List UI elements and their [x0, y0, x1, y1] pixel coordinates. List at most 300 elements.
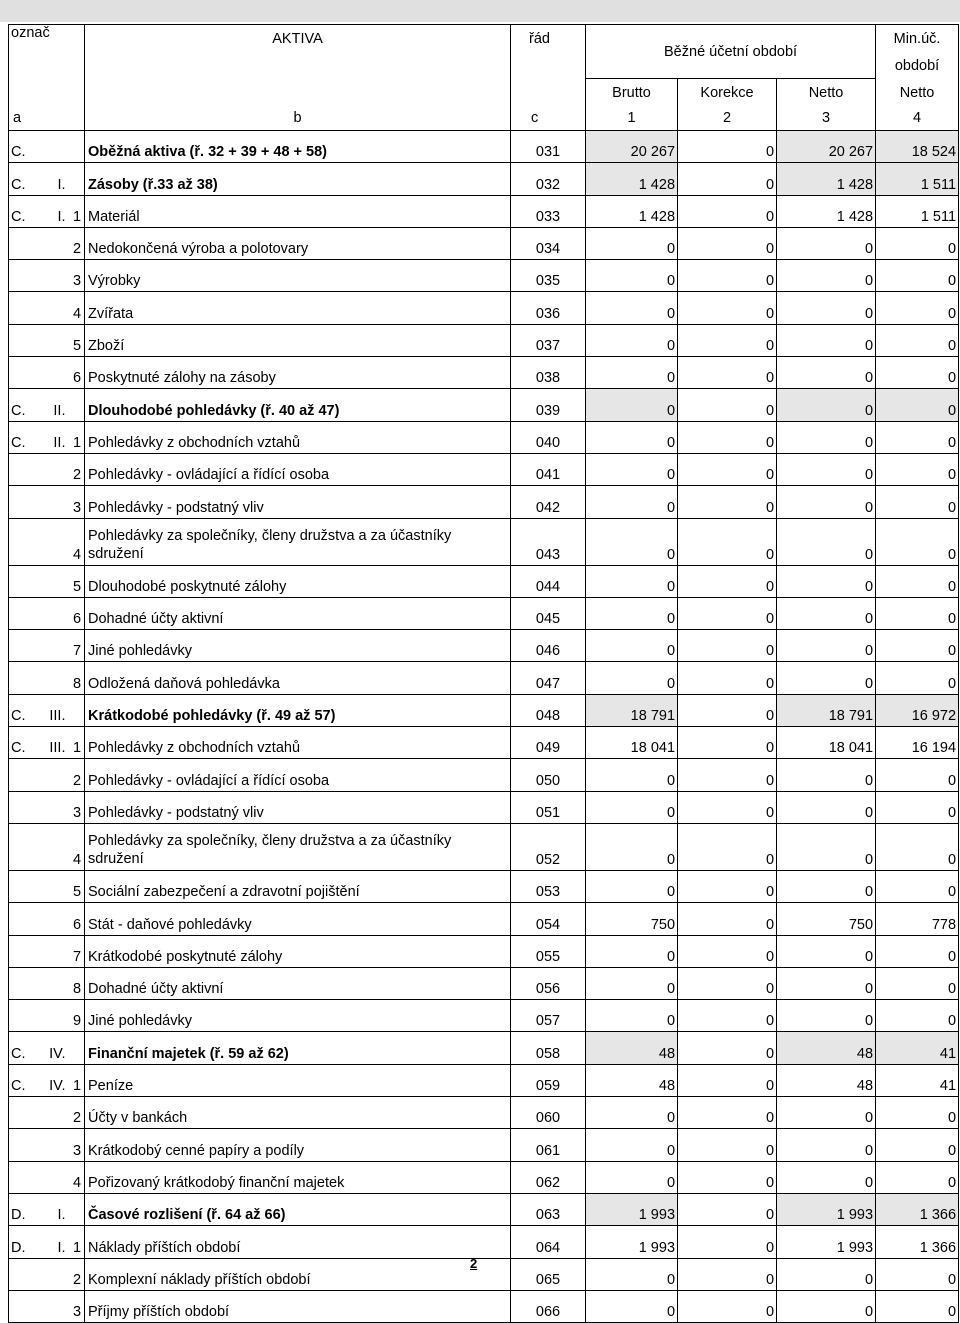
table-row [9, 518, 959, 565]
mark-item: 9 [69, 1000, 85, 1032]
mark-group [39, 597, 69, 629]
mark-section [9, 1129, 39, 1161]
netto-prior-value: 0 [876, 1161, 959, 1193]
mark-section: C. [9, 694, 39, 726]
netto-prior-value: 0 [876, 935, 959, 967]
row-number: 033 [511, 195, 586, 227]
row-number: 032 [511, 163, 586, 195]
brutto-value: 750 [586, 903, 678, 935]
item-name: Oběžná aktiva (ř. 32 + 39 + 48 + 58) [85, 131, 511, 163]
korekce-value: 0 [678, 597, 777, 629]
brutto-value: 0 [586, 486, 678, 518]
brutto-value: 20 267 [586, 131, 678, 163]
brutto-value: 0 [586, 870, 678, 902]
table-row [9, 1161, 959, 1193]
korekce-value: 0 [678, 1290, 777, 1322]
netto-prior-value: 0 [876, 1129, 959, 1161]
mark-section [9, 823, 39, 870]
mark-group [39, 486, 69, 518]
mark-section [9, 453, 39, 485]
item-name: Peníze [85, 1064, 511, 1096]
mark-item: 7 [69, 630, 85, 662]
mark-group [39, 292, 69, 324]
netto-value: 0 [777, 1258, 876, 1290]
mark-section [9, 1290, 39, 1322]
mark-section [9, 630, 39, 662]
mark-section [9, 935, 39, 967]
table-row [9, 759, 959, 791]
item-name: Jiné pohledávky [85, 630, 511, 662]
row-number: 060 [511, 1097, 586, 1129]
korekce-value: 0 [678, 518, 777, 565]
table-row [9, 662, 959, 694]
row-number: 045 [511, 597, 586, 629]
mark-group [39, 357, 69, 389]
mark-group [39, 759, 69, 791]
korekce-value: 0 [678, 935, 777, 967]
netto-prior-value: 0 [876, 565, 959, 597]
table-row [9, 1193, 959, 1225]
netto-value: 0 [777, 357, 876, 389]
table-row [9, 935, 959, 967]
brutto-value: 1 428 [586, 195, 678, 227]
item-name: Dohadné účty aktivní [85, 597, 511, 629]
mark-section [9, 324, 39, 356]
mark-group [39, 131, 69, 163]
brutto-value: 0 [586, 518, 678, 565]
row-number: 058 [511, 1032, 586, 1064]
item-name: Jiné pohledávky [85, 1000, 511, 1032]
assets-sheet [8, 24, 958, 1323]
table-row [9, 292, 959, 324]
header-row-title: řád [511, 25, 586, 53]
mark-group: IV. [39, 1064, 69, 1096]
header-mark-title: označ [9, 25, 85, 53]
row-number: 056 [511, 967, 586, 999]
netto-prior-value: 0 [876, 292, 959, 324]
korekce-value: 0 [678, 630, 777, 662]
mark-group [39, 662, 69, 694]
table-row [9, 1226, 959, 1258]
korekce-value: 0 [678, 389, 777, 421]
row-number: 035 [511, 260, 586, 292]
brutto-value: 48 [586, 1032, 678, 1064]
mark-item: 4 [69, 1161, 85, 1193]
netto-value: 18 041 [777, 727, 876, 759]
mark-group [39, 1097, 69, 1129]
table-row [9, 903, 959, 935]
row-number: 037 [511, 324, 586, 356]
brutto-value: 0 [586, 453, 678, 485]
korekce-value: 0 [678, 565, 777, 597]
korekce-value: 0 [678, 823, 777, 870]
mark-item: 6 [69, 357, 85, 389]
mark-section: C. [9, 1032, 39, 1064]
mark-group [39, 967, 69, 999]
item-name: Krátkodobý cenné papíry a podíly [85, 1129, 511, 1161]
table-row [9, 1290, 959, 1322]
item-name: Poskytnuté zálohy na zásoby [85, 357, 511, 389]
korekce-value: 0 [678, 759, 777, 791]
mark-group [39, 565, 69, 597]
brutto-value: 0 [586, 227, 678, 259]
header-num-2: 2 [678, 107, 777, 131]
table-row [9, 791, 959, 823]
row-number: 054 [511, 903, 586, 935]
netto-prior-value: 0 [876, 260, 959, 292]
header-num-1: 1 [586, 107, 678, 131]
brutto-value: 0 [586, 1000, 678, 1032]
brutto-value: 0 [586, 1290, 678, 1322]
item-name: Pohledávky - podstatný vliv [85, 486, 511, 518]
netto-prior-value: 1 511 [876, 163, 959, 195]
mark-item: 8 [69, 662, 85, 694]
table-row [9, 1032, 959, 1064]
brutto-value: 0 [586, 630, 678, 662]
mark-section [9, 1097, 39, 1129]
table-row [9, 823, 959, 870]
brutto-value: 0 [586, 1097, 678, 1129]
mark-section [9, 565, 39, 597]
row-number: 052 [511, 823, 586, 870]
table-row [9, 357, 959, 389]
row-number: 062 [511, 1161, 586, 1193]
mark-section [9, 357, 39, 389]
korekce-value: 0 [678, 1258, 777, 1290]
mark-section [9, 486, 39, 518]
mark-item: 5 [69, 565, 85, 597]
mark-section [9, 870, 39, 902]
item-name: Pohledávky - ovládající a řídící osoba [85, 453, 511, 485]
netto-prior-value: 41 [876, 1064, 959, 1096]
netto-value: 1 428 [777, 195, 876, 227]
korekce-value: 0 [678, 486, 777, 518]
mark-section [9, 967, 39, 999]
row-number: 040 [511, 421, 586, 453]
header-prior-period-line1: Min.úč. [876, 25, 959, 53]
mark-item: 1 [69, 727, 85, 759]
netto-value: 0 [777, 227, 876, 259]
netto-prior-value: 0 [876, 630, 959, 662]
item-name: Materiál [85, 195, 511, 227]
row-number: 050 [511, 759, 586, 791]
header-korekce: Korekce [678, 79, 777, 107]
netto-value: 0 [777, 1290, 876, 1322]
table-row [9, 453, 959, 485]
brutto-value: 0 [586, 421, 678, 453]
netto-value: 0 [777, 967, 876, 999]
korekce-value: 0 [678, 694, 777, 726]
item-name: Dlouhodobé poskytnuté zálohy [85, 565, 511, 597]
mark-group [39, 903, 69, 935]
item-name: Pohledávky - ovládající a řídící osoba [85, 759, 511, 791]
mark-group [39, 791, 69, 823]
netto-value: 18 791 [777, 694, 876, 726]
netto-prior-value: 0 [876, 1258, 959, 1290]
row-number: 034 [511, 227, 586, 259]
netto-value: 0 [777, 421, 876, 453]
netto-prior-value: 0 [876, 597, 959, 629]
korekce-value: 0 [678, 195, 777, 227]
korekce-value: 0 [678, 131, 777, 163]
mark-group [39, 324, 69, 356]
korekce-value: 0 [678, 1226, 777, 1258]
netto-prior-value: 1 366 [876, 1193, 959, 1225]
item-name: Pohledávky za společníky, členy družstva a za účastníky sdružení [85, 518, 511, 565]
mark-item [69, 694, 85, 726]
mark-item: 3 [69, 1129, 85, 1161]
item-name: Sociální zabezpečení a zdravotní pojištění [85, 870, 511, 902]
korekce-value: 0 [678, 967, 777, 999]
row-number: 042 [511, 486, 586, 518]
item-name: Dlouhodobé pohledávky (ř. 40 až 47) [85, 389, 511, 421]
row-number: 039 [511, 389, 586, 421]
mark-item: 2 [69, 453, 85, 485]
mark-section [9, 518, 39, 565]
item-name: Krátkodobé pohledávky (ř. 49 až 57) [85, 694, 511, 726]
header-letter-b: b [85, 107, 511, 131]
korekce-value: 0 [678, 1193, 777, 1225]
mark-group [39, 1161, 69, 1193]
mark-section: C. [9, 131, 39, 163]
table-row [9, 1258, 959, 1290]
korekce-value: 0 [678, 163, 777, 195]
item-name: Zásoby (ř.33 až 38) [85, 163, 511, 195]
mark-section [9, 903, 39, 935]
netto-value: 0 [777, 260, 876, 292]
item-name: Pohledávky z obchodních vztahů [85, 727, 511, 759]
brutto-value: 0 [586, 967, 678, 999]
mark-item: 6 [69, 903, 85, 935]
header-brutto: Brutto [586, 79, 678, 107]
netto-value: 0 [777, 389, 876, 421]
brutto-value: 0 [586, 565, 678, 597]
netto-value: 0 [777, 518, 876, 565]
table-row [9, 1097, 959, 1129]
item-name: Účty v bankách [85, 1097, 511, 1129]
brutto-value: 0 [586, 791, 678, 823]
korekce-value: 0 [678, 227, 777, 259]
item-name: Stát - daňové pohledávky [85, 903, 511, 935]
table-row [9, 195, 959, 227]
mark-item: 4 [69, 518, 85, 565]
mark-item: 4 [69, 292, 85, 324]
page-number: 2 [470, 1256, 478, 1271]
mark-section: C. [9, 163, 39, 195]
netto-value: 1 428 [777, 163, 876, 195]
item-name: Výrobky [85, 260, 511, 292]
korekce-value: 0 [678, 357, 777, 389]
row-number: 059 [511, 1064, 586, 1096]
mark-item: 1 [69, 421, 85, 453]
row-number: 046 [511, 630, 586, 662]
mark-group [39, 630, 69, 662]
assets-table [8, 24, 959, 1323]
netto-prior-value: 0 [876, 453, 959, 485]
row-number: 063 [511, 1193, 586, 1225]
item-name: Pohledávky za společníky, členy družstva a za účastníky sdružení [85, 823, 511, 870]
row-number: 066 [511, 1290, 586, 1322]
item-name: Pohledávky z obchodních vztahů [85, 421, 511, 453]
mark-section [9, 1161, 39, 1193]
item-name: Dohadné účty aktivní [85, 967, 511, 999]
table-row [9, 421, 959, 453]
table-row [9, 870, 959, 902]
netto-prior-value: 0 [876, 759, 959, 791]
netto-value: 750 [777, 903, 876, 935]
mark-section: C. [9, 1064, 39, 1096]
mark-item: 5 [69, 870, 85, 902]
brutto-value: 1 428 [586, 163, 678, 195]
netto-prior-value: 0 [876, 870, 959, 902]
mark-group [39, 1290, 69, 1322]
netto-prior-value: 0 [876, 967, 959, 999]
netto-prior-value: 0 [876, 421, 959, 453]
item-name: Náklady příštích období [85, 1226, 511, 1258]
mark-group [39, 823, 69, 870]
item-name: Zvířata [85, 292, 511, 324]
mark-group: II. [39, 421, 69, 453]
netto-prior-value: 16 972 [876, 694, 959, 726]
item-name: Krátkodobé poskytnuté zálohy [85, 935, 511, 967]
row-number: 065 [511, 1258, 586, 1290]
netto-prior-value: 1 511 [876, 195, 959, 227]
mark-section [9, 597, 39, 629]
mark-item: 8 [69, 967, 85, 999]
mark-group [39, 453, 69, 485]
netto-value: 0 [777, 791, 876, 823]
mark-group [39, 935, 69, 967]
row-number: 036 [511, 292, 586, 324]
table-row [9, 486, 959, 518]
table-row [9, 694, 959, 726]
table-row [9, 630, 959, 662]
header-prior-period-line2: období [876, 53, 959, 79]
korekce-value: 0 [678, 260, 777, 292]
item-name: Pořizovaný krátkodobý finanční majetek [85, 1161, 511, 1193]
item-name: Zboží [85, 324, 511, 356]
netto-prior-value: 18 524 [876, 131, 959, 163]
mark-section [9, 260, 39, 292]
mark-section: C. [9, 195, 39, 227]
row-number: 057 [511, 1000, 586, 1032]
korekce-value: 0 [678, 421, 777, 453]
mark-item: 3 [69, 1290, 85, 1322]
brutto-value: 1 993 [586, 1193, 678, 1225]
netto-value: 48 [777, 1064, 876, 1096]
table-row [9, 727, 959, 759]
item-name: Nedokončená výroba a polotovary [85, 227, 511, 259]
korekce-value: 0 [678, 870, 777, 902]
korekce-value: 0 [678, 1032, 777, 1064]
mark-section [9, 759, 39, 791]
row-number: 031 [511, 131, 586, 163]
korekce-value: 0 [678, 1097, 777, 1129]
mark-group: I. [39, 1226, 69, 1258]
mark-group: I. [39, 1193, 69, 1225]
korekce-value: 0 [678, 1000, 777, 1032]
mark-group [39, 870, 69, 902]
brutto-value: 0 [586, 324, 678, 356]
row-number: 053 [511, 870, 586, 902]
korekce-value: 0 [678, 727, 777, 759]
mark-section [9, 1258, 39, 1290]
table-row [9, 163, 959, 195]
netto-value: 0 [777, 935, 876, 967]
brutto-value: 0 [586, 389, 678, 421]
item-name: Pohledávky - podstatný vliv [85, 791, 511, 823]
mark-item: 7 [69, 935, 85, 967]
brutto-value: 0 [586, 597, 678, 629]
netto-value: 0 [777, 565, 876, 597]
mark-group [39, 227, 69, 259]
table-row [9, 565, 959, 597]
mark-section: C. [9, 389, 39, 421]
mark-group [39, 518, 69, 565]
mark-item: 3 [69, 486, 85, 518]
netto-value: 1 993 [777, 1226, 876, 1258]
netto-prior-value: 0 [876, 486, 959, 518]
mark-item: 1 [69, 1226, 85, 1258]
mark-section: D. [9, 1226, 39, 1258]
header-assets-title: AKTIVA [85, 25, 511, 53]
mark-group: I. [39, 163, 69, 195]
brutto-value: 48 [586, 1064, 678, 1096]
brutto-value: 0 [586, 662, 678, 694]
row-number: 049 [511, 727, 586, 759]
mark-group: IV. [39, 1032, 69, 1064]
netto-prior-value: 0 [876, 324, 959, 356]
netto-value: 20 267 [777, 131, 876, 163]
netto-prior-value: 0 [876, 1290, 959, 1322]
mark-group [39, 1129, 69, 1161]
netto-value: 0 [777, 597, 876, 629]
table-row [9, 597, 959, 629]
korekce-value: 0 [678, 1064, 777, 1096]
brutto-value: 0 [586, 759, 678, 791]
row-number: 061 [511, 1129, 586, 1161]
header-num-4: 4 [876, 107, 959, 131]
mark-group [39, 260, 69, 292]
header-netto: Netto [777, 79, 876, 107]
brutto-value: 18 041 [586, 727, 678, 759]
row-number: 047 [511, 662, 586, 694]
netto-prior-value: 0 [876, 791, 959, 823]
item-name: Finanční majetek (ř. 59 až 62) [85, 1032, 511, 1064]
korekce-value: 0 [678, 292, 777, 324]
mark-item: 6 [69, 597, 85, 629]
row-number: 044 [511, 565, 586, 597]
assets-table-body [9, 131, 959, 1323]
table-row [9, 227, 959, 259]
netto-prior-value: 0 [876, 357, 959, 389]
table-row [9, 389, 959, 421]
header-num-3: 3 [777, 107, 876, 131]
mark-group: III. [39, 727, 69, 759]
row-number: 051 [511, 791, 586, 823]
netto-prior-value: 778 [876, 903, 959, 935]
top-bar [0, 0, 960, 22]
mark-item: 1 [69, 195, 85, 227]
brutto-value: 0 [586, 823, 678, 870]
korekce-value: 0 [678, 453, 777, 485]
mark-item: 2 [69, 227, 85, 259]
table-row [9, 131, 959, 163]
row-number: 055 [511, 935, 586, 967]
netto-value: 0 [777, 823, 876, 870]
mark-item: 2 [69, 1258, 85, 1290]
mark-item: 3 [69, 260, 85, 292]
